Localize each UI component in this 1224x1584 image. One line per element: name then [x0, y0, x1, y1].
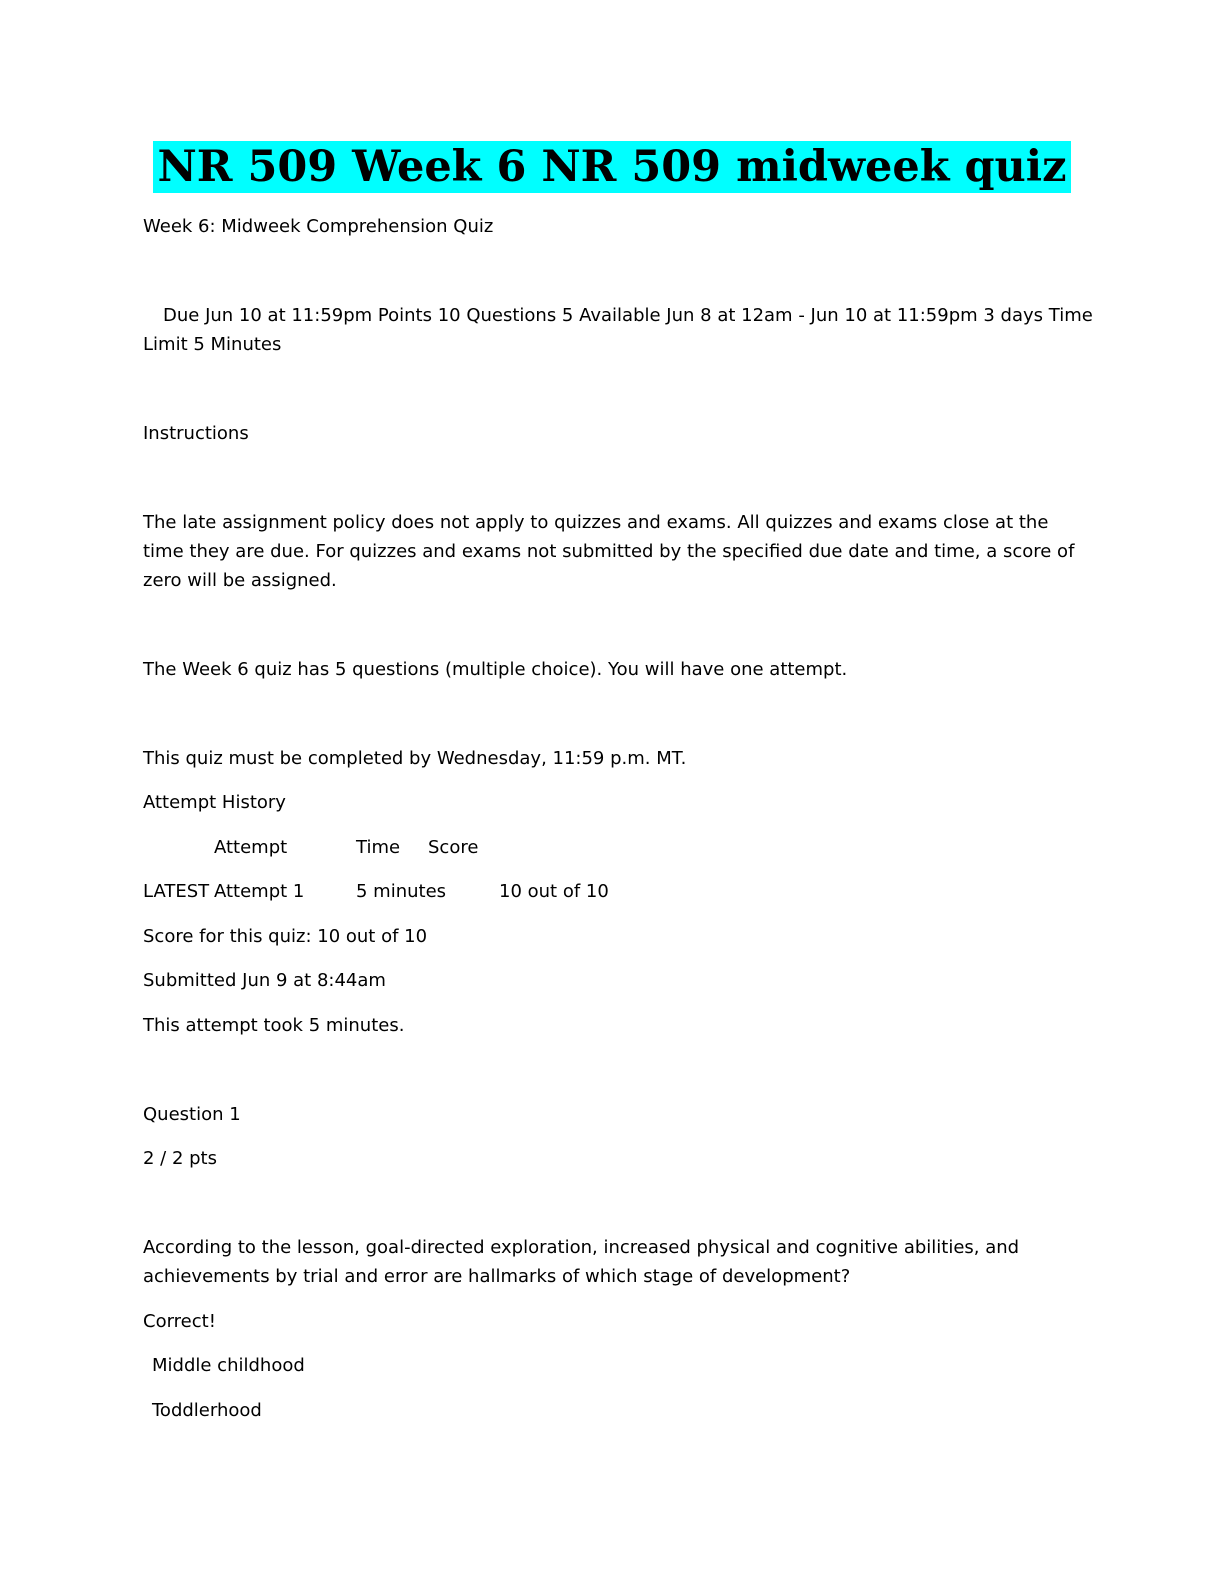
header-time: Time: [356, 837, 401, 858]
document-title: NR 509 Week 6 NR 509 midweek quiz: [153, 141, 1070, 193]
quiz-info: The Week 6 quiz has 5 questions (multiple choice). You will have one attempt.: [143, 659, 848, 680]
policy-paragraph: The late assignment policy does not apply to quizzes and exams. All quizzes and exams close at the time they are due. For quizzes and exams not submitted by the specified due date and time, a score of zero will be assigned.: [143, 512, 1075, 591]
answer-feedback: Correct!: [143, 1311, 216, 1332]
submitted-timestamp: Submitted Jun 9 at 8:44am: [143, 970, 386, 991]
latest-label: LATEST: [143, 881, 210, 902]
attempt-score: 10 out of 10: [499, 881, 609, 902]
quiz-details-line-2: Limit 5 Minutes: [143, 334, 282, 355]
deadline-text: This quiz must be completed by Wednesday, 11:59 p.m. MT.: [143, 748, 687, 769]
attempt-time: 5 minutes: [356, 881, 447, 902]
attempt-history-heading: Attempt History: [143, 792, 286, 813]
attempt-link[interactable]: Attempt 1: [214, 881, 305, 902]
question-text: According to the lesson, goal-directed exploration, increased physical and cognitive abilities, and achievements by trial and error are hallmarks of which stage of development?: [143, 1237, 1020, 1287]
answer-option[interactable]: Middle childhood: [152, 1355, 305, 1376]
answer-option[interactable]: Toddlerhood: [152, 1400, 262, 1421]
header-score: Score: [428, 837, 479, 858]
quiz-details-line-1: Due Jun 10 at 11:59pm Points 10 Questions 5 Available Jun 8 at 12am - Jun 10 at 11:59pm 3 days Time: [163, 305, 1093, 326]
header-attempt: Attempt: [214, 837, 288, 858]
attempt-duration: This attempt took 5 minutes.: [143, 1015, 405, 1036]
title-container: [0, 141, 1224, 193]
instructions-heading: Instructions: [143, 423, 249, 444]
question-points: 2 / 2 pts: [143, 1148, 217, 1169]
quiz-subtitle: Week 6: Midweek Comprehension Quiz: [143, 216, 494, 237]
question-label: Question 1: [143, 1104, 241, 1125]
score-summary: Score for this quiz: 10 out of 10: [143, 926, 428, 947]
